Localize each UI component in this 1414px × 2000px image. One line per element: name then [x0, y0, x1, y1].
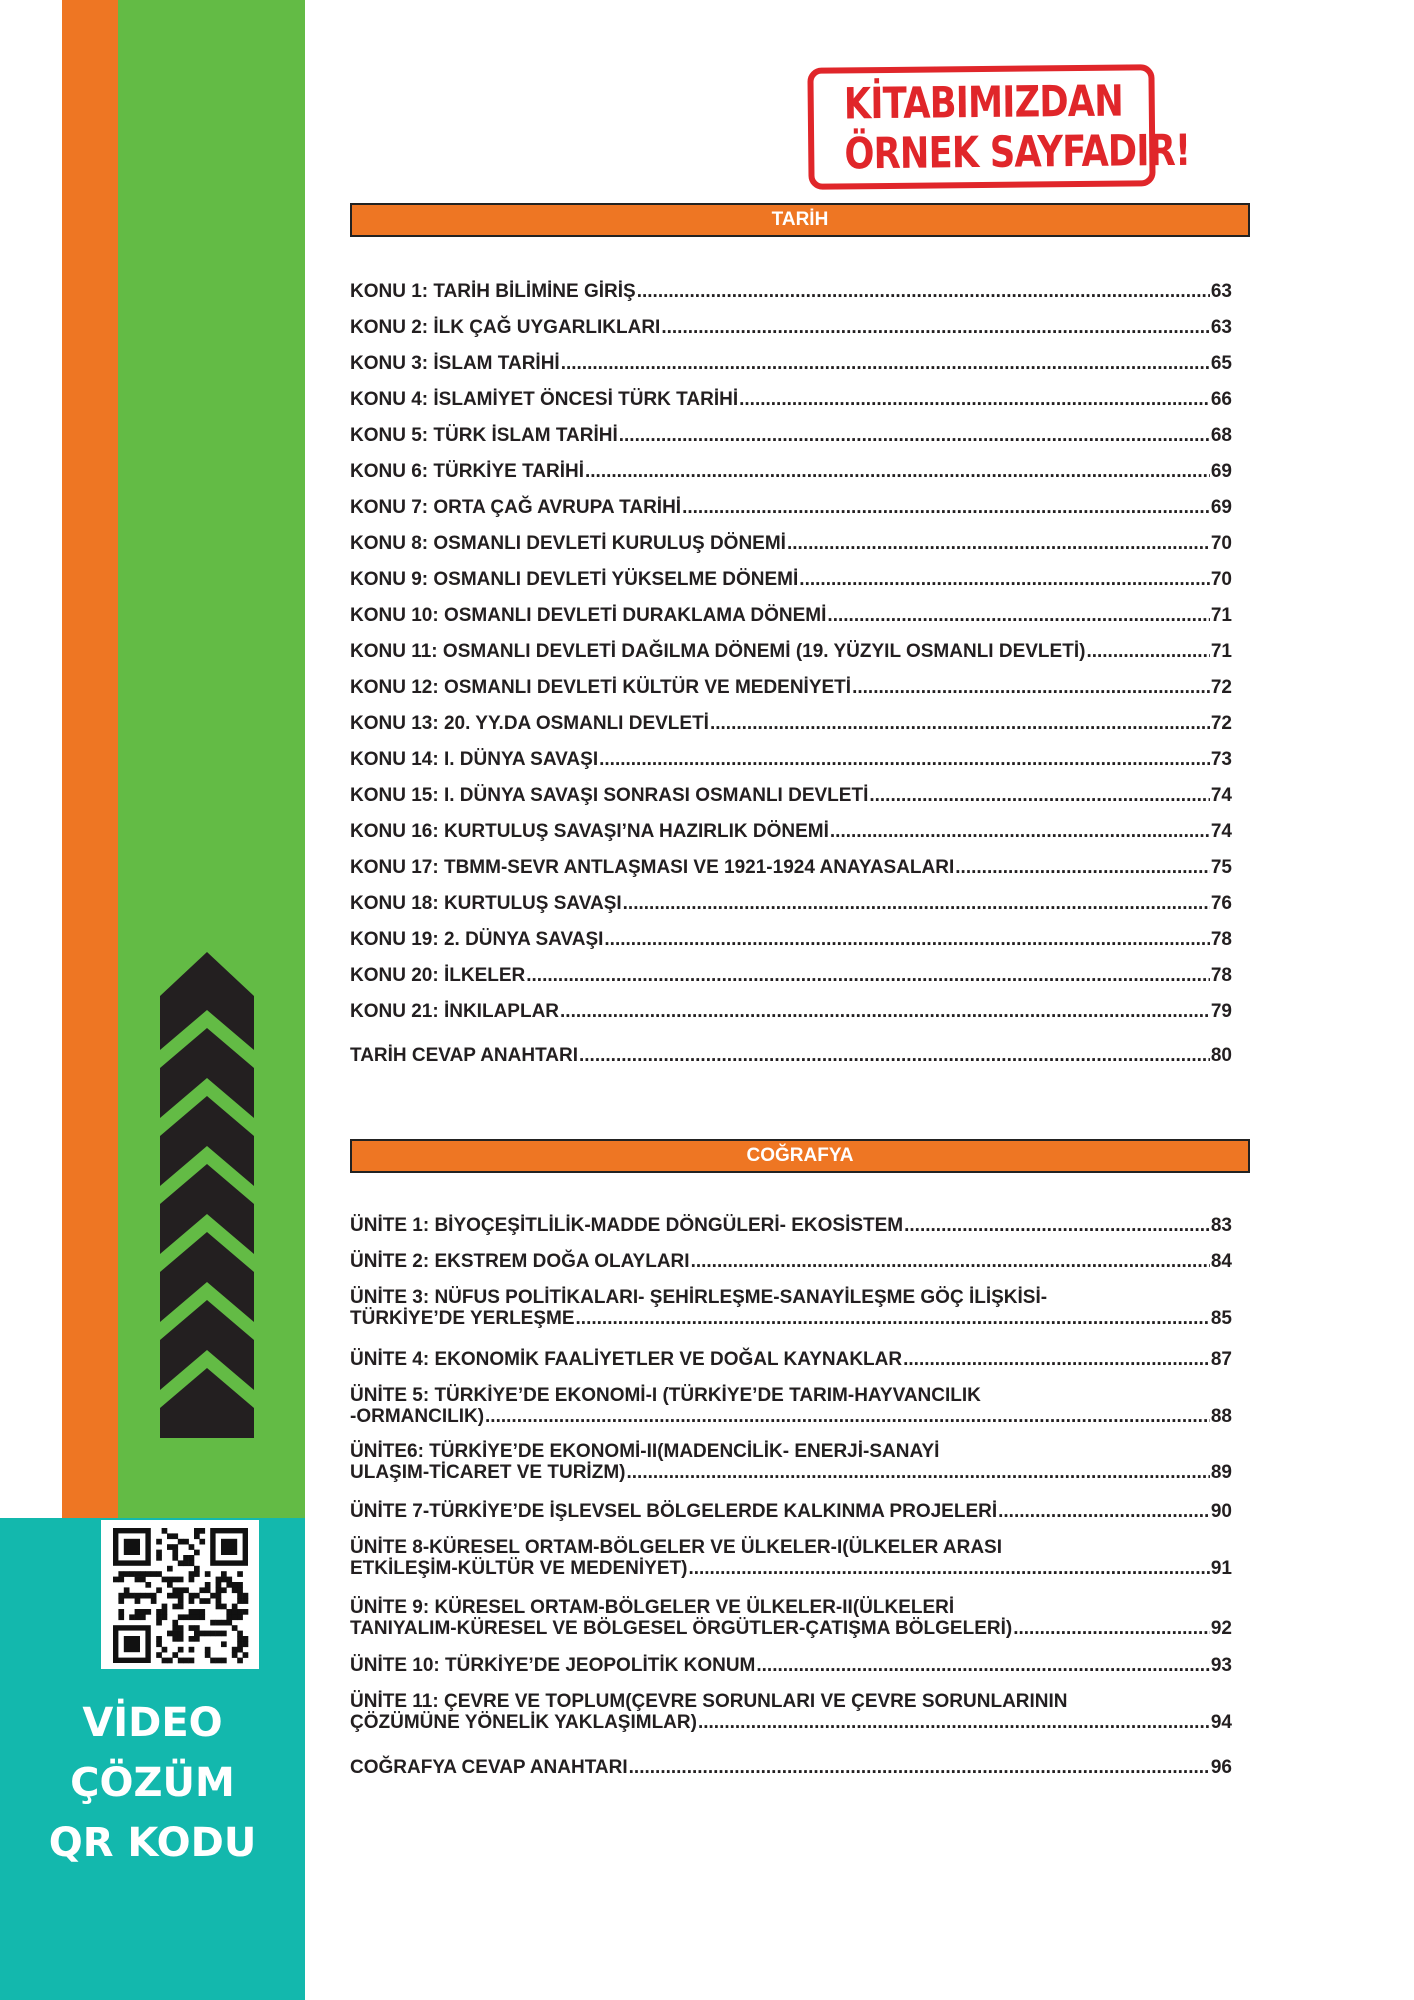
toc-entry-page: 69 [1210, 497, 1232, 518]
dot-leader [904, 1215, 1210, 1236]
toc-entry-label: TARİH CEVAP ANAHTARI [350, 1045, 578, 1066]
dot-leader [710, 713, 1210, 734]
toc-entry-label: KONU 9: OSMANLI DEVLETİ YÜKSELME DÖNEMİ [350, 569, 799, 590]
dot-leader [869, 785, 1210, 806]
toc-entry[interactable] [350, 1045, 1232, 1066]
toc-entry-page: 84 [1210, 1251, 1232, 1272]
video-solution-label [0, 1693, 305, 1873]
toc-entry-page: 68 [1210, 425, 1232, 446]
dot-leader [619, 425, 1210, 446]
toc-entry[interactable] [350, 713, 1232, 734]
toc-entry-label: KONU 18: KURTULUŞ SAVAŞI [350, 893, 622, 914]
toc-entry[interactable] [350, 893, 1232, 914]
toc-entry-label: KONU 6: TÜRKİYE TARİHİ [350, 461, 584, 482]
toc-entry-label: KONU 14: I. DÜNYA SAVAŞI [350, 749, 599, 770]
dot-leader [604, 929, 1209, 950]
dot-leader [626, 1462, 1209, 1483]
toc-entry-page: 96 [1210, 1757, 1232, 1778]
toc-entry-page: 87 [1210, 1349, 1232, 1370]
toc-entry-page: 78 [1210, 965, 1232, 986]
dot-leader [998, 1501, 1210, 1522]
toc-entry-label: ÜNİTE 2: EKSTREM DOĞA OLAYLARI [350, 1251, 690, 1272]
toc-entry-label: KONU 1: TARİH BİLİMİNE GİRİŞ [350, 281, 636, 302]
toc-entry[interactable] [350, 1537, 1232, 1579]
toc-entry-page: 80 [1210, 1045, 1232, 1066]
toc-entry[interactable] [350, 353, 1232, 374]
toc-entry-page: 63 [1210, 317, 1232, 338]
stamp-line-1: KİTABIMIZDAN [843, 76, 1124, 130]
toc-entry[interactable] [350, 1349, 1232, 1370]
toc-entry[interactable] [350, 749, 1232, 770]
toc-entry-page: 91 [1210, 1558, 1232, 1579]
dot-leader [561, 353, 1210, 374]
toc-entry[interactable] [350, 857, 1232, 878]
toc-entry-page: 73 [1210, 749, 1232, 770]
dot-leader [1086, 641, 1209, 662]
toc-entry[interactable] [350, 677, 1232, 698]
toc-entry-label: ÜNİTE 1: BİYOÇEŞİTLİLİK-MADDE DÖNGÜLERİ- EKOSİSTEM [350, 1215, 904, 1236]
toc-entry-page: 69 [1210, 461, 1232, 482]
toc-entry[interactable] [350, 1251, 1232, 1272]
toc-entry[interactable] [350, 785, 1232, 806]
toc-entry[interactable] [350, 821, 1232, 842]
toc-entry[interactable] [350, 497, 1232, 518]
toc-entry-page: 90 [1210, 1501, 1232, 1522]
section-header-tarih: TARİH [350, 203, 1250, 237]
toc-entry-page: 75 [1210, 857, 1232, 878]
video-label-line: ÇÖZÜM [70, 1760, 235, 1806]
dot-leader [526, 965, 1210, 986]
toc-entry-page: 74 [1210, 821, 1232, 842]
toc-entry[interactable] [350, 389, 1232, 410]
sample-page-stamp [807, 64, 1191, 190]
dot-leader [585, 461, 1210, 482]
toc-entry[interactable] [350, 605, 1232, 626]
toc-entry-page: 93 [1210, 1655, 1232, 1676]
dot-leader [691, 1251, 1210, 1272]
toc-entry-label: KONU 2: İLK ÇAĞ UYGARLIKLARI [350, 317, 661, 338]
toc-entry-label: KONU 16: KURTULUŞ SAVAŞI’NA HAZIRLIK DÖNEMİ [350, 821, 829, 842]
toc-entry-page: 63 [1210, 281, 1232, 302]
toc-entry-page: 66 [1210, 389, 1232, 410]
toc-entry-page: 88 [1210, 1406, 1232, 1427]
dot-leader [799, 569, 1210, 590]
toc-entry[interactable] [350, 281, 1232, 302]
qr-code[interactable] [101, 1520, 259, 1669]
toc-entry[interactable] [350, 1385, 1232, 1427]
orange-strip [62, 0, 118, 1518]
toc-entry-page: 89 [1210, 1462, 1232, 1483]
toc-entry-label: ÇÖZÜMÜNE YÖNELİK YAKLAŞIMLAR) [350, 1712, 697, 1733]
toc-entry-label: KONU 10: OSMANLI DEVLETİ DURAKLAMA DÖNEMİ [350, 605, 827, 626]
toc-entry-label: KONU 20: İLKELER [350, 965, 526, 986]
section-header-cografya: COĞRAFYA [350, 1139, 1250, 1173]
dot-leader [599, 749, 1210, 770]
toc-entry-label: KONU 15: I. DÜNYA SAVAŞI SONRASI OSMANLI DEVLETİ [350, 785, 869, 806]
toc-entry-page: 83 [1210, 1215, 1232, 1236]
toc-entry[interactable] [350, 1287, 1232, 1329]
toc-entry-label: KONU 4: İSLAMİYET ÖNCESİ TÜRK TARİHİ [350, 389, 739, 410]
dot-leader [637, 281, 1210, 302]
sidebar [0, 0, 305, 2000]
dot-leader [485, 1406, 1210, 1427]
toc-entry-page: 85 [1210, 1308, 1232, 1329]
toc-entry-page: 65 [1210, 353, 1232, 374]
toc-entry-page: 71 [1210, 605, 1232, 626]
toc-entry-page: 72 [1210, 677, 1232, 698]
toc-entry-label: ETKİLEŞİM-KÜLTÜR VE MEDENİYET) [350, 1558, 688, 1579]
toc-entry-label: TANIYALIM-KÜRESEL VE BÖLGESEL ÖRGÜTLER-ÇATIŞMA BÖLGELERİ) [350, 1618, 1013, 1639]
dot-leader [560, 1001, 1210, 1022]
toc-entry-label: TÜRKİYE’DE YERLEŞME [350, 1308, 575, 1329]
toc-entry[interactable] [350, 1001, 1232, 1022]
toc-entry-page: 72 [1210, 713, 1232, 734]
toc-entry-page: 79 [1210, 1001, 1232, 1022]
toc-entry-title-line: ÜNİTE 11: ÇEVRE VE TOPLUM(ÇEVRE SORUNLARI VE ÇEVRE SORUNLARININ [350, 1691, 1068, 1712]
toc-entry-label: ÜNİTE 4: EKONOMİK FAALİYETLER VE DOĞAL KAYNAKLAR [350, 1349, 903, 1370]
toc-entry-page: 92 [1210, 1618, 1232, 1639]
toc-entry-label: KONU 17: TBMM-SEVR ANTLAŞMASI VE 1921-1924 ANAYASALARI [350, 857, 955, 878]
toc-entry-page: 71 [1210, 641, 1232, 662]
dot-leader [739, 389, 1210, 410]
dot-leader [903, 1349, 1210, 1370]
toc-entry-label: KONU 8: OSMANLI DEVLETİ KURULUŞ DÖNEMİ [350, 533, 786, 554]
dot-leader [629, 1757, 1210, 1778]
dot-leader [698, 1712, 1210, 1733]
toc-entry[interactable] [350, 1655, 1232, 1676]
toc-entry[interactable] [350, 1597, 1232, 1639]
dot-leader [1013, 1618, 1210, 1639]
toc-entry-label: COĞRAFYA CEVAP ANAHTARI [350, 1757, 628, 1778]
toc-entry-title-line: ÜNİTE 9: KÜRESEL ORTAM-BÖLGELER VE ÜLKELER-II(ÜLKELERİ [350, 1597, 955, 1618]
toc-entry-label: KONU 21: İNKILAPLAR [350, 1001, 560, 1022]
toc-entry[interactable] [350, 929, 1232, 950]
dot-leader [756, 1655, 1209, 1676]
toc-entry-label: ULAŞIM-TİCARET VE TURİZM) [350, 1462, 626, 1483]
toc-entry[interactable] [350, 1441, 1232, 1483]
toc-entry[interactable] [350, 1501, 1232, 1522]
toc-entry-title-line: ÜNİTE6: TÜRKİYE’DE EKONOMİ-II(MADENCİLİK- ENERJİ-SANAYİ [350, 1441, 940, 1462]
toc-entry-page: 94 [1210, 1712, 1232, 1733]
toc-entry-page: 70 [1210, 533, 1232, 554]
dot-leader [852, 677, 1210, 698]
toc-entry-label: ÜNİTE 10: TÜRKİYE’DE JEOPOLİTİK KONUM [350, 1655, 756, 1676]
toc-entry-label: ÜNİTE 7-TÜRKİYE’DE İŞLEVSEL BÖLGELERDE KALKINMA PROJELERİ [350, 1501, 998, 1522]
toc-entry[interactable] [350, 569, 1232, 590]
toc-entry-label: KONU 19: 2. DÜNYA SAVAŞI [350, 929, 604, 950]
toc-entry[interactable] [350, 425, 1232, 446]
toc-entry-label: KONU 11: OSMANLI DEVLETİ DAĞILMA DÖNEMİ (19. YÜZYIL OSMANLI DEVLETİ) [350, 641, 1086, 662]
dot-leader [576, 1308, 1210, 1329]
toc-entry-page: 70 [1210, 569, 1232, 590]
toc-entry-page: 74 [1210, 785, 1232, 806]
toc-entry[interactable] [350, 1215, 1232, 1236]
toc-entry-label: KONU 5: TÜRK İSLAM TARİHİ [350, 425, 618, 446]
toc-entry-title-line: ÜNİTE 5: TÜRKİYE’DE EKONOMİ-I (TÜRKİYE’DE TARIM-HAYVANCILIK [350, 1385, 981, 1406]
toc-entry-page: 78 [1210, 929, 1232, 950]
stamp-line-2: ÖRNEK SAYFADIR! [844, 125, 1191, 180]
toc-entry-label: KONU 13: 20. YY.DA OSMANLI DEVLETİ [350, 713, 709, 734]
toc-entry[interactable] [350, 1757, 1232, 1778]
toc-entry[interactable] [350, 317, 1232, 338]
toc-entry-page: 76 [1210, 893, 1232, 914]
toc-entry[interactable] [350, 461, 1232, 482]
toc-entry[interactable] [350, 533, 1232, 554]
toc-entry-label: -ORMANCILIK) [350, 1406, 485, 1427]
dot-leader [661, 317, 1210, 338]
toc-entry-label: KONU 7: ORTA ÇAĞ AVRUPA TARİHİ [350, 497, 682, 518]
toc-entry[interactable] [350, 1691, 1232, 1733]
dot-leader [579, 1045, 1210, 1066]
toc-entry-label: KONU 12: OSMANLI DEVLETİ KÜLTÜR VE MEDENİYETİ [350, 677, 852, 698]
toc-entry-label: KONU 3: İSLAM TARİHİ [350, 353, 560, 374]
video-label-line: VİDEO [82, 1700, 223, 1746]
dot-leader [827, 605, 1209, 626]
toc-entry-title-line: ÜNİTE 3: NÜFUS POLİTİKALARI- ŞEHİRLEŞME-SANAYİLEŞME GÖÇ İLİŞKİSİ- [350, 1287, 1048, 1308]
video-label-line: QR KODU [48, 1820, 257, 1866]
dot-leader [830, 821, 1210, 842]
chevron-arrows-icon [160, 952, 254, 1438]
dot-leader [688, 1558, 1209, 1579]
dot-leader [787, 533, 1210, 554]
dot-leader [682, 497, 1210, 518]
dot-leader [623, 893, 1210, 914]
toc-entry[interactable] [350, 965, 1232, 986]
toc-entry-title-line: ÜNİTE 8-KÜRESEL ORTAM-BÖLGELER VE ÜLKELER-I(ÜLKELER ARASI [350, 1537, 1002, 1558]
dot-leader [955, 857, 1210, 878]
toc-entry[interactable] [350, 641, 1232, 662]
